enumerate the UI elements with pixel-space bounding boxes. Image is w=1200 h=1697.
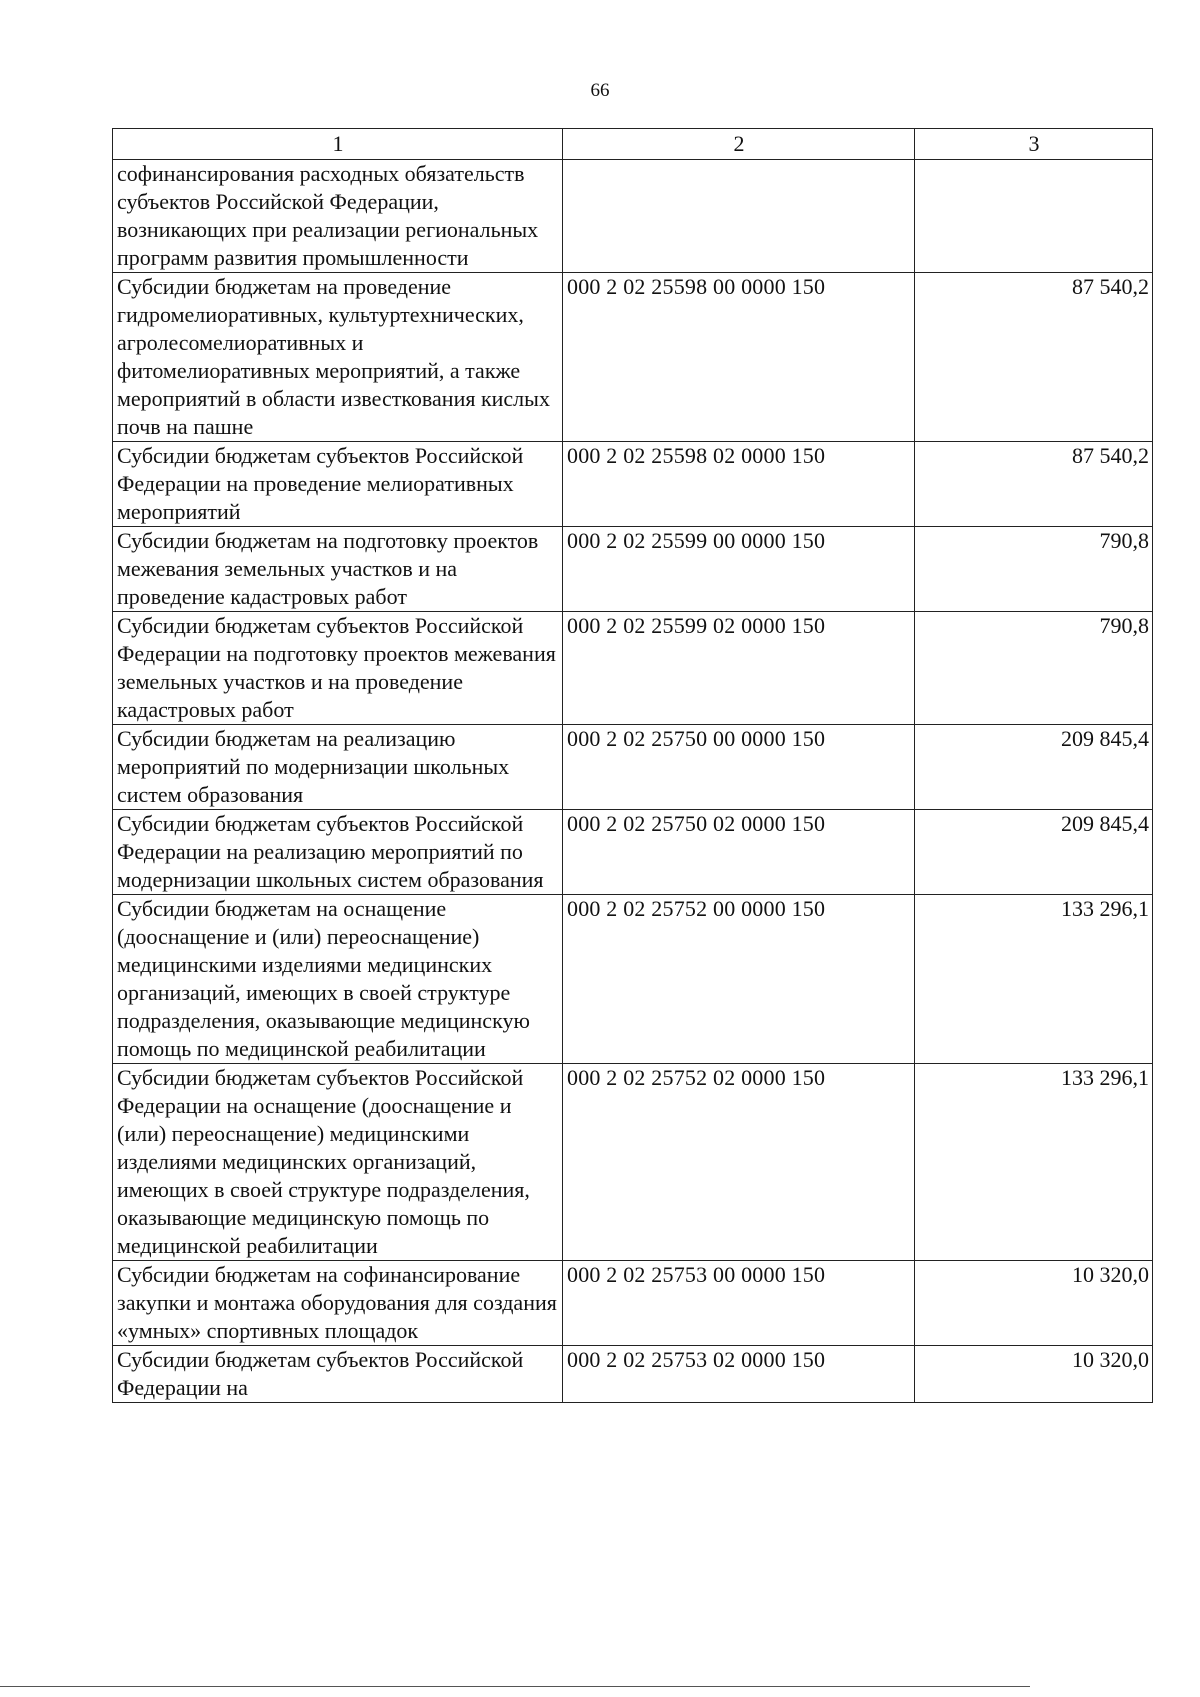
row-name-cell: Субсидии бюджетам на оснащение (дооснащение и (или) переоснащение) медицинскими изделиями медицинских организаций, имеющих в своей структуре подразделения, оказывающие медицинскую помощь по медицинской реабилитации (113, 895, 563, 1064)
row-amount-cell: 87 540,2 (915, 273, 1153, 442)
row-amount-cell: 209 845,4 (915, 810, 1153, 895)
row-code-cell: 000 2 02 25598 00 0000 150 (563, 273, 915, 442)
row-code-cell: 000 2 02 25599 02 0000 150 (563, 612, 915, 725)
row-code-cell: 000 2 02 25753 00 0000 150 (563, 1261, 915, 1346)
row-name-cell: Субсидии бюджетам на реализацию мероприятий по модернизации школьных систем образования (113, 725, 563, 810)
row-name-cell: Субсидии бюджетам субъектов Российской Федерации на оснащение (дооснащение и (или) переоснащение) медицинскими изделиями медицинских организаций, имеющих в своей структуре подразделения, оказывающие медицинскую помощь по медицинской реабилитации (113, 1064, 563, 1261)
row-amount-cell: 790,8 (915, 527, 1153, 612)
page-number: 66 (590, 80, 610, 101)
row-amount-cell: 87 540,2 (915, 442, 1153, 527)
page-bottom-divider (0, 1686, 1030, 1687)
table-row (113, 895, 1153, 1064)
row-amount-cell (915, 160, 1153, 273)
row-name-cell: Субсидии бюджетам на подготовку проектов межевания земельных участков и на проведение кадастровых работ (113, 527, 563, 612)
table-header-row (113, 129, 1153, 160)
row-code-cell: 000 2 02 25753 02 0000 150 (563, 1346, 915, 1403)
row-name-cell: Субсидии бюджетам субъектов Российской Федерации на проведение мелиоративных мероприятий (113, 442, 563, 527)
table-row (113, 442, 1153, 527)
table-row (113, 725, 1153, 810)
row-amount-cell: 133 296,1 (915, 1064, 1153, 1261)
row-name-cell: Субсидии бюджетам субъектов Российской Федерации на реализацию мероприятий по модернизации школьных систем образования (113, 810, 563, 895)
row-amount-cell: 133 296,1 (915, 895, 1153, 1064)
row-name-cell: Субсидии бюджетам на проведение гидромелиоративных, культуртехнических, агролесомелиоративных и фитомелиоративных мероприятий, а также мероприятий в области известкования кислых почв на пашне (113, 273, 563, 442)
row-code-cell: 000 2 02 25752 02 0000 150 (563, 1064, 915, 1261)
row-code-cell: 000 2 02 25752 00 0000 150 (563, 895, 915, 1064)
row-code-cell: 000 2 02 25598 02 0000 150 (563, 442, 915, 527)
table-row (113, 612, 1153, 725)
row-name-cell: Субсидии бюджетам на софинансирование закупки и монтажа оборудования для создания «умных» спортивных площадок (113, 1261, 563, 1346)
row-code-cell: 000 2 02 25750 02 0000 150 (563, 810, 915, 895)
row-name-cell: Субсидии бюджетам субъектов Российской Федерации на подготовку проектов межевания земельных участков и на проведение кадастровых работ (113, 612, 563, 725)
table-row (113, 1064, 1153, 1261)
column-header-3: 3 (915, 129, 1153, 160)
table-row (113, 273, 1153, 442)
row-name-cell: Субсидии бюджетам субъектов Российской Федерации на (113, 1346, 563, 1403)
revenue-table (112, 128, 1153, 1403)
table-row (113, 1346, 1153, 1403)
row-code-cell: 000 2 02 25599 00 0000 150 (563, 527, 915, 612)
column-header-1: 1 (113, 129, 563, 160)
row-amount-cell: 10 320,0 (915, 1261, 1153, 1346)
row-name-cell: софинансирования расходных обязательств субъектов Российской Федерации, возникающих при реализации региональных программ развития промышленности (113, 160, 563, 273)
table-row (113, 160, 1153, 273)
table-row (113, 527, 1153, 612)
column-header-2: 2 (563, 129, 915, 160)
table-row (113, 1261, 1153, 1346)
row-code-cell: 000 2 02 25750 00 0000 150 (563, 725, 915, 810)
row-code-cell (563, 160, 915, 273)
table-row (113, 810, 1153, 895)
row-amount-cell: 790,8 (915, 612, 1153, 725)
row-amount-cell: 209 845,4 (915, 725, 1153, 810)
row-amount-cell: 10 320,0 (915, 1346, 1153, 1403)
